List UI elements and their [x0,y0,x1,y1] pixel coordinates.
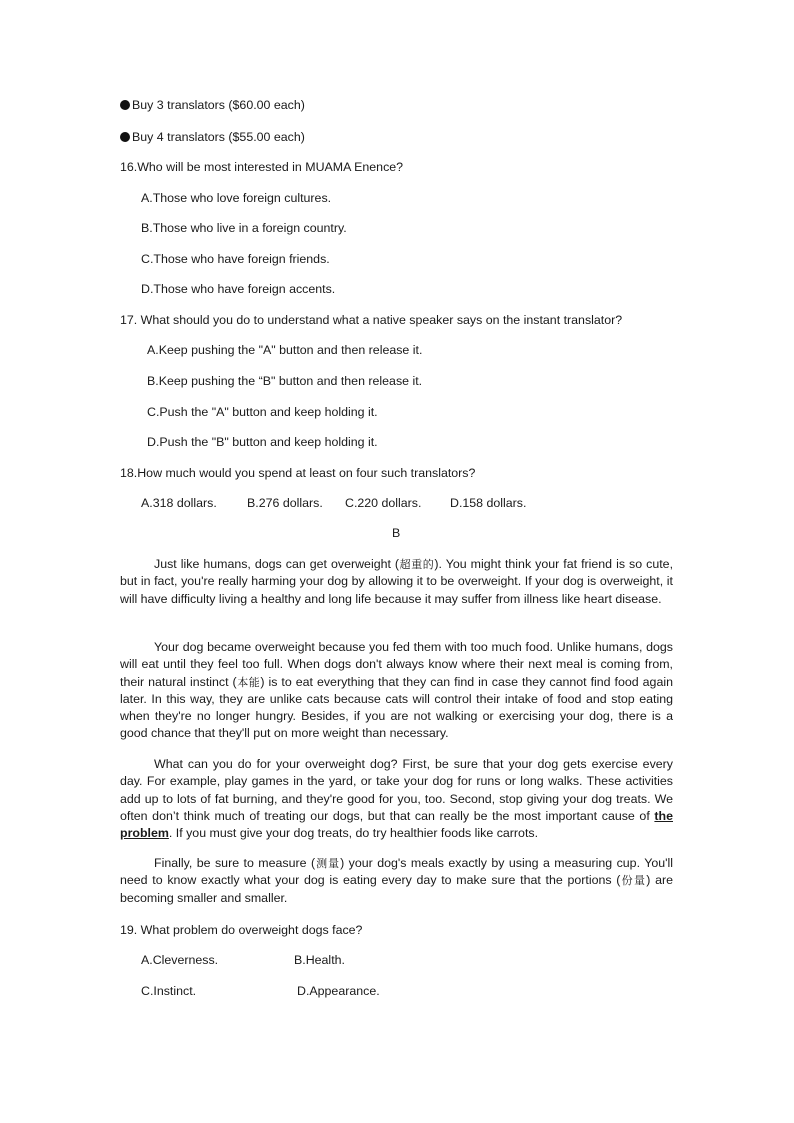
bullet-dot-icon [120,100,130,110]
q19-option-b: B.Health. [294,953,345,967]
q17-option-d: D.Push the "B" button and keep holding it. [147,435,378,449]
underlined-phrase: the problem [120,808,673,841]
q16-option-b: B.Those who live in a foreign country. [141,221,347,235]
passage-paragraph-1: Just like humans, dogs can get overweight (超重的). You might think your fat friend is so cute, but in fact, you're really harming your dog by allowing it to be overweight. If your dog is overweight, it will have difficulty living a healthy and long life because it may suffer from illness like heart disease. [120,557,674,606]
q16-option-c: C.Those who have foreign friends. [141,252,330,266]
q19-option-a: A.Cleverness. [141,953,219,967]
question-16: 16.Who will be most interested in MUAMA Enence? [120,160,404,174]
q19-option-d: D.Appearance. [297,984,380,998]
q17-option-b: B.Keep pushing the “B" button and then release it. [147,374,423,388]
question-18: 18.How much would you spend at least on four such translators? [120,466,476,480]
bullet-dot-icon [120,132,130,142]
q18-option-a: A.318 dollars. [141,496,217,510]
passage-paragraph-4: Finally, be sure to measure (测量) your dog's meals exactly by using a measuring cup. You'll need to know exactly what your dog is eating every day to make sure that the portions (份量) are becoming smaller and smaller. [120,856,674,905]
question-19: 19. What problem do overweight dogs face? [120,923,363,937]
question-17: 17. What should you do to understand what a native speaker says on the instant translator? [120,313,623,327]
bullet-item: Buy 3 translators ($60.00 each) [120,97,305,113]
q17-option-c: C.Push the "A" button and keep holding it. [147,405,378,419]
bullet-item: Buy 4 translators ($55.00 each) [120,129,305,145]
q16-option-d: D.Those who have foreign accents. [141,282,336,296]
q16-option-a: A.Those who love foreign cultures. [141,191,332,205]
q17-option-a: A.Keep pushing the "A" button and then release it. [147,343,423,357]
q18-option-c: C.220 dollars. [345,496,422,510]
section-label: B [392,526,401,540]
q18-option-d: D.158 dollars. [450,496,527,510]
q19-option-c: C.Instinct. [141,984,197,998]
passage-paragraph-2: Your dog became overweight because you fed them with too much food. Unlike humans, dogs will eat until they feel too full. When dogs don't always know where their next meal is coming from, their natural instinct (本能) is to eat everything that they can find in case they cannot find food again later. In this way, they are unlike cats because cats will control their intake of food and stop eating when they're no longer hungry. Besides, if you are not walking or exercising your dog, there is a good chance that they'll put on more weight than necessary. [120,640,673,741]
passage-paragraph-3: What can you do for your overweight dog? First, be sure that your dog gets exercise every day. For example, play games in the yard, or take your dog for runs or long walks. These activities add up to lots of fat burning, and they're good for you, too. Second, stop giving your dog treats. We often don’t think much of treating our dogs, but that can really be the most important cause of the problem. If you must give your dog treats, do try healthier foods like carrots. [120,757,673,841]
q18-option-b: B.276 dollars. [247,496,323,510]
